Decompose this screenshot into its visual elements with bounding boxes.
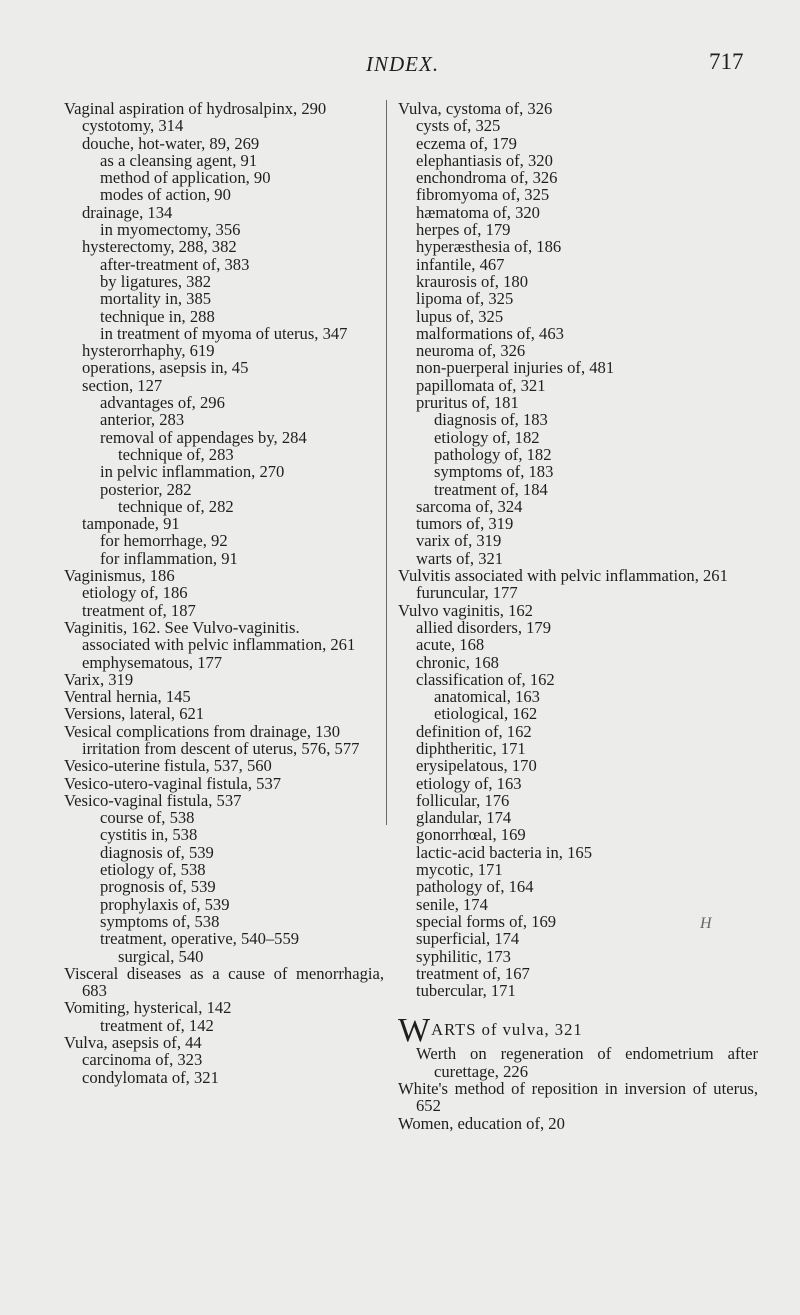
index-entry: neuroma of, 326 [416,341,526,361]
index-entry: tamponade, 91 [82,514,180,534]
index-entry: tubercular, 171 [416,981,516,1001]
index-entry: for hemorrhage, 92 [100,531,228,551]
index-entry: diagnosis of, 183 [434,410,548,430]
index-entry: in pelvic inflammation, 270 [100,462,285,482]
index-entry: douche, hot-water, 89, 269 [82,133,260,153]
index-entry: removal of appendages by, 284 [100,427,307,447]
index-entry: section, 127 [82,375,163,395]
index-entry: etiology of, 163 [416,773,522,793]
index-entry: irritation from descent of uterus, 576, 577 [82,738,360,758]
index-entry: Vulva, asepsis of, 44 [64,1033,202,1053]
index-entry: Ventral hernia, 145 [64,687,191,707]
index-entry: Vulvitis associated with pelvic inflammation, 261 [398,566,728,586]
index-entry: Vulva, cystoma of, 326 [398,99,553,118]
index-entry: diagnosis of, 539 [100,842,214,862]
index-entry: Versions, lateral, 621 [64,704,205,724]
index-entry: emphysematous, 177 [82,652,223,672]
index-entry: Vomiting, hysterical, 142 [64,998,232,1018]
index-entry: prognosis of, 539 [100,877,216,897]
index-entry: treatment of, 184 [434,479,548,499]
index-entry: treatment of, 142 [100,1015,214,1035]
index-entry: for inflammation, 91 [100,548,238,568]
index-entry: Werth on regeneration of endometrium after curettage, 226 [416,1044,758,1081]
index-entry: hysterectomy, 288, 382 [82,237,237,257]
index-entry: cysts of, 325 [416,116,501,136]
index-entry: hæmatoma of, 320 [416,202,540,222]
index-entry: Vulvo vaginitis, 162 [398,600,533,620]
index-entry: diphtheritic, 171 [416,738,526,758]
index-entry: superficial, 174 [416,929,520,949]
index-entry: technique of, 282 [118,496,234,516]
index-entry: mycotic, 171 [416,860,503,880]
index-entry: varix of, 319 [416,531,502,551]
index-entry: allied disorders, 179 [416,617,552,637]
index-entry: eczema of, 179 [416,133,517,153]
index-entry: lipoma of, 325 [416,289,514,309]
index-entry: cystotomy, 314 [82,116,184,136]
index-entry: Women, education of, 20 [398,1113,565,1133]
index-entry: etiology of, 182 [434,427,540,447]
index-entry: Vesical complications from drainage, 130 [64,721,341,741]
index-entry: kraurosis of, 180 [416,271,528,291]
index-entry: acute, 168 [416,635,485,655]
index-entry: in myomectomy, 356 [100,220,241,240]
index-entry: etiological, 162 [434,704,538,724]
index-entry: cystitis in, 538 [100,825,198,845]
index-entry: treatment of, 187 [82,600,196,620]
index-entry: in treatment of myoma of uterus, 347 [100,323,348,343]
index-entry: as a cleansing agent, 91 [100,150,258,170]
index-entry: anatomical, 163 [434,687,540,707]
section-gap [398,999,758,1017]
index-entry: erysipelatous, 170 [416,756,537,776]
index-entry: treatment of, 167 [416,963,530,983]
index-entry: posterior, 282 [100,479,192,499]
index-entry: fibromyoma of, 325 [416,185,550,205]
right-entries [398,100,758,999]
index-entry: White's method of reposition in inversion of uterus, 652 [398,1079,758,1116]
index-entry: after-treatment of, 383 [100,254,250,274]
column-divider [386,100,387,825]
index-entry: classification of, 162 [416,669,555,689]
index-entry: Varix, 319 [64,669,134,689]
margin-mark: H [700,915,712,932]
index-entry: Vaginitis, 162. See Vulvo-vaginitis. [64,617,300,637]
index-entry: etiology of, 538 [100,860,206,880]
index-entry: pruritus of, 181 [416,393,519,413]
index-entry: gonorrhœal, 169 [416,825,526,845]
index-entry: symptoms of, 183 [434,462,554,482]
index-entry: follicular, 176 [416,790,510,810]
index-entry: technique in, 288 [100,306,215,326]
index-entry: condylomata of, 321 [82,1067,219,1087]
index-entry: non-puerperal injuries of, 481 [416,358,615,378]
index-entry: drainage, 134 [82,202,173,222]
index-entry: surgical, 540 [118,946,204,966]
index-entry: technique of, 283 [118,444,234,464]
index-entry: advantages of, 296 [100,393,225,413]
index-entry: treatment, operative, 540–559 [100,929,300,949]
index-entry: glandular, 174 [416,808,512,828]
index-entry: Vesico-vaginal fistula, 537 [64,790,242,810]
w-entries [398,1045,758,1131]
index-entry: chronic, 168 [416,652,499,672]
index-entry: pathology of, 182 [434,444,552,464]
index-entry: herpes of, 179 [416,220,511,240]
index-entry: Vesico-utero-vaginal fistula, 537 [64,773,282,793]
page-number: 717 [709,49,744,74]
index-entry: malformations of, 463 [416,323,564,343]
index-entry: sarcoma of, 324 [416,496,523,516]
index-entry: anterior, 283 [100,410,185,430]
index-entry: warts of, 321 [416,548,504,568]
index-entry: papillomata of, 321 [416,375,546,395]
index-entry: hyperæsthesia of, 186 [416,237,562,257]
index-entry: definition of, 162 [416,721,532,741]
index-entry: associated with pelvic inflammation, 261 [82,635,356,655]
index-entry: Vaginismus, 186 [64,566,175,586]
index-entry: modes of action, 90 [100,185,231,205]
index-entry: symptoms of, 538 [100,911,220,931]
index-entry: Visceral diseases as a cause of menorrhagia, 683 [64,963,384,1001]
index-entry: operations, asepsis in, 45 [82,358,249,378]
index-entry: Vesico-uterine fistula, 537, 560 [64,756,272,776]
index-entry: pathology of, 164 [416,877,534,897]
index-entry: infantile, 467 [416,254,505,274]
drop-letter: W [398,1012,431,1050]
index-entry: lupus of, 325 [416,306,504,326]
index-entry: furuncular, 177 [416,583,518,603]
index-entry: Vaginal aspiration of hydrosalpinx, 290 [64,99,327,118]
index-entry: etiology of, 186 [82,583,188,603]
index-entry: special forms of, 169 [416,911,557,931]
index-entry: enchondroma of, 326 [416,168,558,188]
index-column-right [398,100,758,1132]
index-entry: tumors of, 319 [416,514,514,534]
running-header-title: INDEX. [366,52,440,76]
index-entry: by ligatures, 382 [100,271,212,291]
index-entry: senile, 174 [416,894,488,914]
index-entry: hysterorrhaphy, 619 [82,341,215,361]
index-entry-warts [398,1012,758,1050]
index-entry: prophylaxis of, 539 [100,894,230,914]
index-entry: mortality in, 385 [100,289,212,309]
index-entry: elephantiasis of, 320 [416,150,553,170]
index-column-left [64,100,384,1086]
index-entry: syphilitic, 173 [416,946,511,966]
index-entry: carcinoma of, 323 [82,1050,203,1070]
index-entry: lactic-acid bacteria in, 165 [416,842,592,862]
index-entry: course of, 538 [100,808,195,828]
index-entry: method of application, 90 [100,168,271,188]
entry-text: ARTS of vulva, 321 [431,1020,583,1040]
